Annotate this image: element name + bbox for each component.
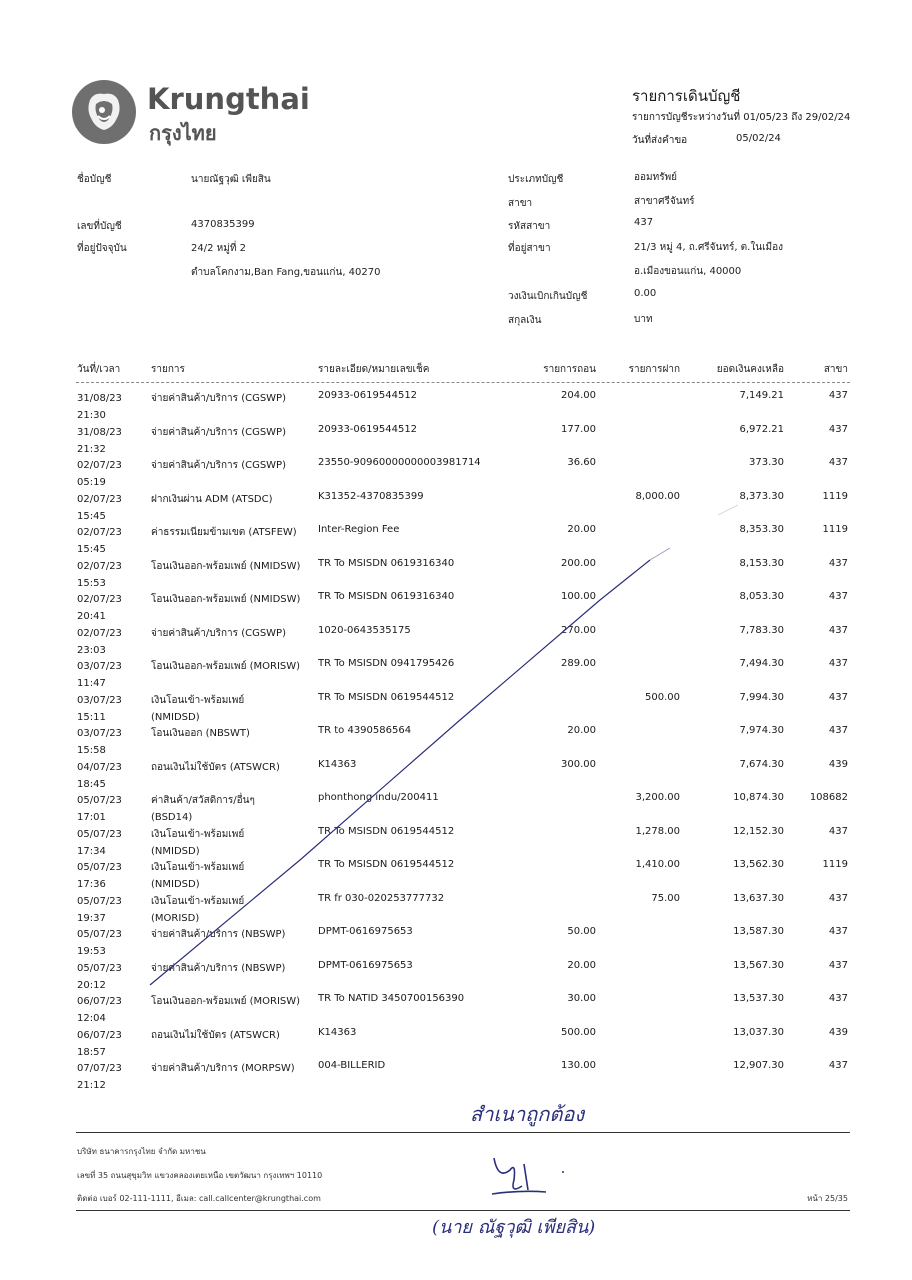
row-description: จ่ายค่าสินค้า/บริการ (CGSWP)	[151, 460, 286, 471]
row-description: ถอนเงินไม่ใช้บัตร (ATSWCR)	[151, 762, 280, 773]
branch-code-label: รหัสสาขา	[508, 221, 551, 232]
row-branch: 437	[828, 960, 848, 971]
row-branch: 437	[828, 725, 848, 736]
row-date: 03/07/23 15:11	[77, 695, 122, 723]
row-withdraw: 130.00	[561, 1060, 596, 1071]
row-balance: 7,994.30	[739, 692, 784, 703]
account-type: ออมทรัพย์	[634, 172, 678, 183]
row-description: จ่ายค่าสินค้า/บริการ (NBSWP)	[151, 929, 286, 940]
footer-divider-bottom	[76, 1210, 850, 1211]
row-balance: 13,562.30	[733, 859, 784, 870]
row-balance: 8,373.30	[739, 491, 784, 502]
branch-address-line2: อ.เมืองขอนแก่น, 40000	[634, 266, 742, 277]
row-balance: 7,783.30	[739, 625, 784, 636]
row-withdraw: 20.00	[567, 725, 596, 736]
row-balance: 7,674.30	[739, 759, 784, 770]
row-date: 04/07/23 18:45	[77, 762, 122, 790]
row-balance: 13,587.30	[733, 926, 784, 937]
footer-company: บริษัท ธนาคารกรุงไทย จำกัด มหาชน	[77, 1147, 206, 1156]
row-withdraw: 204.00	[561, 390, 596, 401]
row-withdraw: 289.00	[561, 658, 596, 669]
row-date: 31/08/23 21:30	[77, 393, 122, 421]
row-description: จ่ายค่าสินค้า/บริการ (MORPSW)	[151, 1063, 295, 1074]
row-reference: 20933-0619544512	[318, 424, 418, 435]
page-number: หน้า 25/35	[807, 1194, 848, 1203]
row-reference: TR To MSISDN 0941795426	[318, 658, 455, 669]
handwritten-certified-copy: สำเนาถูกต้อง	[470, 1102, 585, 1126]
row-withdraw: 30.00	[567, 993, 596, 1004]
row-description: เงินโอนเข้า-พร้อมเพย์ (NMIDSD)	[151, 695, 245, 723]
col-header-deposit: รายการฝาก	[628, 364, 680, 375]
account-type-label: ประเภทบัญชี	[508, 174, 564, 185]
row-deposit: 1,410.00	[635, 859, 680, 870]
row-date: 06/07/23 18:57	[77, 1030, 122, 1058]
row-reference: TR To MSISDN 0619316340	[318, 558, 455, 569]
row-description: ค่าสินค้า/สวัสดิการ/อื่นๆ (BSD14)	[151, 795, 255, 823]
row-branch: 1119	[822, 859, 848, 870]
col-header-date: วันที่/เวลา	[77, 364, 121, 375]
row-branch: 437	[828, 558, 848, 569]
row-reference: 004-BILLERID	[318, 1060, 386, 1071]
account-number-label: เลขที่บัญชี	[77, 221, 122, 232]
account-name-label: ชื่อบัญชี	[77, 174, 112, 185]
row-reference: TR To MSISDN 0619544512	[318, 826, 455, 837]
row-description: โอนเงินออก-พร้อมเพย์ (NMIDSW)	[151, 561, 301, 572]
row-branch: 439	[828, 1027, 848, 1038]
row-branch: 437	[828, 625, 848, 636]
row-description: โอนเงินออก (NBSWT)	[151, 728, 250, 739]
row-balance: 13,567.30	[733, 960, 784, 971]
row-balance: 7,149.21	[739, 390, 784, 401]
row-withdraw: 20.00	[567, 960, 596, 971]
branch-label: สาขา	[508, 198, 533, 209]
row-branch: 108682	[809, 792, 848, 803]
row-reference: TR To MSISDN 0619316340	[318, 591, 455, 602]
address-label: ที่อยู่ปัจจุบัน	[77, 243, 127, 254]
account-number: 4370835399	[191, 219, 255, 230]
row-branch: 1119	[822, 524, 848, 535]
currency-label: สกุลเงิน	[508, 315, 542, 326]
row-reference: K31352-4370835399	[318, 491, 424, 502]
overdraft-label: วงเงินเบิกเกินบัญชี	[508, 291, 588, 302]
row-date: 02/07/23 20:41	[77, 594, 122, 622]
branch-code: 437	[634, 217, 654, 228]
row-reference: TR fr 030-020253777732	[318, 893, 445, 904]
footer-address: เลขที่ 35 ถนนสุขุมวิท แขวงคลองเตยเหนือ เขตวัฒนา กรุงเทพฯ 10110	[77, 1171, 323, 1180]
brand-name-th: กรุงไทย	[149, 121, 217, 145]
row-description: เงินโอนเข้า-พร้อมเพย์ (NMIDSD)	[151, 829, 245, 857]
row-withdraw: 50.00	[567, 926, 596, 937]
row-withdraw: 270.00	[561, 625, 596, 636]
branch-address-line1: 21/3 หมู่ 4, ถ.ศรีจันทร์, ต.ในเมือง	[634, 242, 783, 253]
row-date: 05/07/23 17:01	[77, 795, 122, 823]
row-date: 02/07/23 05:19	[77, 460, 122, 488]
col-header-balance: ยอดเงินคงเหลือ	[716, 364, 784, 375]
row-description: โอนเงินออก-พร้อมเพย์ (NMIDSW)	[151, 594, 301, 605]
row-reference: Inter-Region Fee	[318, 524, 400, 535]
row-description: เงินโอนเข้า-พร้อมเพย์ (MORISD)	[151, 896, 245, 924]
row-deposit: 500.00	[645, 692, 680, 703]
row-branch: 437	[828, 926, 848, 937]
footer-contact: ติดต่อ เบอร์ 02-111-1111, อีเมล: call.callcenter@krungthai.com	[77, 1194, 321, 1203]
handwritten-signature-icon	[480, 1150, 580, 1200]
col-header-transaction: รายการ	[151, 364, 185, 375]
col-header-withdraw: รายการถอน	[543, 364, 596, 375]
row-date: 31/08/23 21:32	[77, 427, 122, 455]
row-date: 02/07/23 15:45	[77, 494, 122, 522]
account-name: นายณัฐวุฒิ เพียสิน	[191, 174, 271, 185]
row-date: 06/07/23 12:04	[77, 996, 122, 1024]
row-branch: 437	[828, 893, 848, 904]
row-deposit: 8,000.00	[635, 491, 680, 502]
statement-period: รายการบัญชีระหว่างวันที่ 01/05/23 ถึง 29/02/24	[632, 112, 851, 123]
row-withdraw: 300.00	[561, 759, 596, 770]
row-branch: 437	[828, 692, 848, 703]
row-description: จ่ายค่าสินค้า/บริการ (NBSWP)	[151, 963, 286, 974]
brand-name-en: Krungthai	[147, 82, 310, 116]
row-description: จ่ายค่าสินค้า/บริการ (CGSWP)	[151, 628, 286, 639]
col-header-branch: สาขา	[823, 364, 848, 375]
row-reference: phonthong indu/200411	[318, 792, 439, 803]
row-balance: 13,537.30	[733, 993, 784, 1004]
row-balance: 7,974.30	[739, 725, 784, 736]
address-line1: 24/2 หมู่ที่ 2	[191, 243, 246, 254]
row-branch: 437	[828, 424, 848, 435]
row-description: ค่าธรรมเนียมข้ามเขต (ATSFEW)	[151, 527, 297, 538]
row-reference: K14363	[318, 759, 357, 770]
row-branch: 1119	[822, 491, 848, 502]
row-balance: 13,637.30	[733, 893, 784, 904]
row-branch: 437	[828, 457, 848, 468]
row-branch: 437	[828, 658, 848, 669]
row-balance: 13,037.30	[733, 1027, 784, 1038]
row-withdraw: 500.00	[561, 1027, 596, 1038]
row-reference: DPMT-0616975653	[318, 960, 413, 971]
row-date: 05/07/23 17:36	[77, 862, 122, 890]
row-description: โอนเงินออก-พร้อมเพย์ (MORISW)	[151, 661, 301, 672]
request-date-label: วันที่ส่งคำขอ	[632, 135, 688, 146]
row-deposit: 75.00	[651, 893, 680, 904]
row-reference: 23550-90960000000003981714	[318, 457, 481, 468]
row-balance: 6,972.21	[739, 424, 784, 435]
overdraft-limit: 0.00	[634, 288, 657, 299]
col-header-detail: รายละเอียด/หมายเลขเช็ค	[318, 364, 430, 375]
row-description: ฝากเงินผ่าน ADM (ATSDC)	[151, 494, 273, 505]
row-balance: 373.30	[749, 457, 784, 468]
row-balance: 8,153.30	[739, 558, 784, 569]
row-date: 07/07/23 21:12	[77, 1063, 122, 1091]
row-date: 03/07/23 11:47	[77, 661, 122, 689]
row-branch: 437	[828, 591, 848, 602]
address-line2: ตำบลโคกงาม,Ban Fang,ขอนแก่น, 40270	[191, 267, 381, 278]
footer-divider-top	[76, 1132, 850, 1133]
row-reference: 20933-0619544512	[318, 390, 418, 401]
row-withdraw: 20.00	[567, 524, 596, 535]
row-date: 02/07/23 15:45	[77, 527, 122, 555]
row-description: โอนเงินออก-พร้อมเพย์ (MORISW)	[151, 996, 301, 1007]
request-date: 05/02/24	[736, 133, 781, 144]
row-date: 02/07/23 23:03	[77, 628, 122, 656]
branch-name: สาขาศรีจันทร์	[634, 196, 695, 207]
row-reference: K14363	[318, 1027, 357, 1038]
row-description: เงินโอนเข้า-พร้อมเพย์ (NMIDSD)	[151, 862, 245, 890]
row-description: จ่ายค่าสินค้า/บริการ (CGSWP)	[151, 427, 286, 438]
row-date: 03/07/23 15:58	[77, 728, 122, 756]
row-date: 05/07/23 20:12	[77, 963, 122, 991]
row-reference: 1020-0643535175	[318, 625, 411, 636]
row-reference: TR To MSISDN 0619544512	[318, 692, 455, 703]
row-balance: 10,874.30	[733, 792, 784, 803]
row-balance: 8,053.30	[739, 591, 784, 602]
row-balance: 8,353.30	[739, 524, 784, 535]
row-deposit: 1,278.00	[635, 826, 680, 837]
row-deposit: 3,200.00	[635, 792, 680, 803]
row-withdraw: 100.00	[561, 591, 596, 602]
row-description: ถอนเงินไม่ใช้บัตร (ATSWCR)	[151, 1030, 280, 1041]
row-description: จ่ายค่าสินค้า/บริการ (CGSWP)	[151, 393, 286, 404]
page-title: รายการเดินบัญชี	[632, 87, 741, 105]
currency: บาท	[634, 314, 653, 325]
row-reference: DPMT-0616975653	[318, 926, 413, 937]
row-branch: 439	[828, 759, 848, 770]
row-withdraw: 177.00	[561, 424, 596, 435]
row-reference: TR To MSISDN 0619544512	[318, 859, 455, 870]
row-date: 05/07/23 19:53	[77, 929, 122, 957]
row-withdraw: 200.00	[561, 558, 596, 569]
row-withdraw: 36.60	[567, 457, 596, 468]
row-balance: 12,152.30	[733, 826, 784, 837]
handwritten-name: (นาย ณัฐวุฒิ เพียสิน)	[432, 1217, 596, 1238]
row-branch: 437	[828, 1060, 848, 1071]
row-branch: 437	[828, 993, 848, 1004]
row-date: 05/07/23 17:34	[77, 829, 122, 857]
row-balance: 7,494.30	[739, 658, 784, 669]
row-branch: 437	[828, 390, 848, 401]
branch-address-label: ที่อยู่สาขา	[508, 243, 551, 254]
row-date: 02/07/23 15:53	[77, 561, 122, 589]
row-reference: TR To NATID 3450700156390	[318, 993, 465, 1004]
row-reference: TR to 4390586564	[318, 725, 412, 736]
row-branch: 437	[828, 826, 848, 837]
row-balance: 12,907.30	[733, 1060, 784, 1071]
row-date: 05/07/23 19:37	[77, 896, 122, 924]
